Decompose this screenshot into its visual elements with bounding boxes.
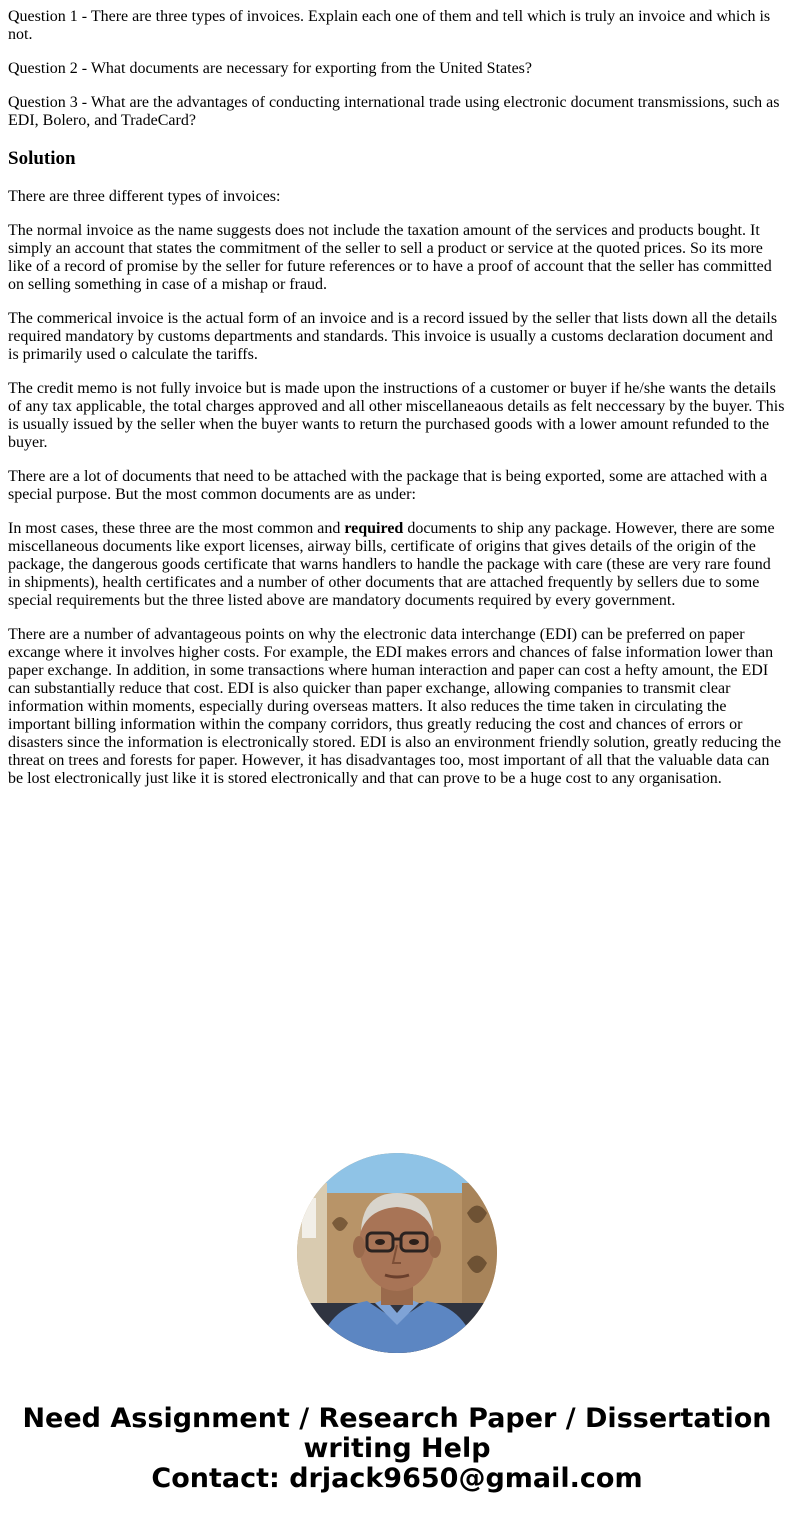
solution-heading: Solution [8, 148, 76, 169]
promo-banner [0, 1404, 794, 1494]
export-documents-paragraph: There are a lot of documents that need to be attached with the package that is being exported, some are attached with a special purpose. But the most common documents are as under: [8, 468, 768, 503]
author-avatar [297, 1153, 497, 1353]
promo-line-2: writing Help [303, 1433, 491, 1464]
normal-invoice-paragraph: The normal invoice as the name suggests does not include the taxation amount of the services and products bought. It simply an account that states the commitment of the seller to sell a product or service at the quoted prices. So its more like of a record of promise by the seller for future references or to have a proof of account that the seller has committed on selling something in case of a mishap or fraud. [8, 222, 772, 293]
question-2: Question 2 - What documents are necessary for exporting from the United States? [8, 60, 532, 77]
commercial-invoice-paragraph: The commerical invoice is the actual form of an invoice and is a record issued by the seller that lists down all the details required mandatory by customs departments and standards. This invoice is usually a customs declaration document and is primarily used o calculate the tariffs. [8, 310, 778, 363]
required-text-before: In most cases, these three are the most common and [8, 520, 345, 537]
credit-memo-paragraph: The credit memo is not fully invoice but is made upon the instructions of a customer or buyer if he/she wants the details of any tax applicable, the total charges approved and all other miscellaneaous details as felt neccessary by the buyer. This is usually issued by the seller when the buyer wants to return the purchased goods with a lower amount refunded to the buyer. [8, 380, 785, 451]
question-3: Question 3 - What are the advantages of conducting international trade using electronic document transmissions, such as EDI, Bolero, and TradeCard? [8, 94, 780, 129]
author-portrait-image [297, 1153, 497, 1353]
required-bold-text: required [344, 520, 404, 537]
required-documents-paragraph [8, 520, 786, 610]
question-1: Question 1 - There are three types of invoices. Explain each one of them and tell which is truly an invoice and which is not. [8, 8, 771, 43]
required-text-after: documents to ship any package. However, there are some miscellaneous documents like export licenses, airway bills, certificate of origins that gives details of the origin of the package, the dangerous goods certificate that warns handlers to handle the package with care (these are very rare found in shipments), health certificates and a number of other documents that are attached frequently by sellers due to some special requirements but the three listed above are mandatory documents required by every government. [8, 520, 775, 609]
promo-contact-line: Contact: drjack9650@gmail.com [151, 1463, 643, 1494]
edi-advantages-paragraph: There are a number of advantageous points on why the electronic data interchange (EDI) can be preferred on paper excange where it involves higher costs. For example, the EDI makes errors and chances of false information lower than paper exchange. In addition, in some transactions where human interaction and paper can cost a hefty amount, the EDI can substantially reduce that cost. EDI is also quicker than paper exchange, allowing companies to transmit clear information within moments, especially during overseas matters. It also reduces the time taken in circulating the important billing information within the company corridors, thus greatly reducing the cost and chances of errors or disasters since the information is electronically stored. EDI is also an environment friendly solution, greatly reducing the threat on trees and forests for paper. However, it has disadvantages too, most important of all that the valuable data can be lost electronically just like it is stored electronically and that can prove to be a huge cost to any organisation. [8, 626, 782, 787]
document-body [8, 8, 786, 804]
invoice-intro-paragraph: There are three different types of invoices: [8, 188, 281, 205]
promo-line-1: Need Assignment / Research Paper / Dissertation [22, 1403, 772, 1434]
